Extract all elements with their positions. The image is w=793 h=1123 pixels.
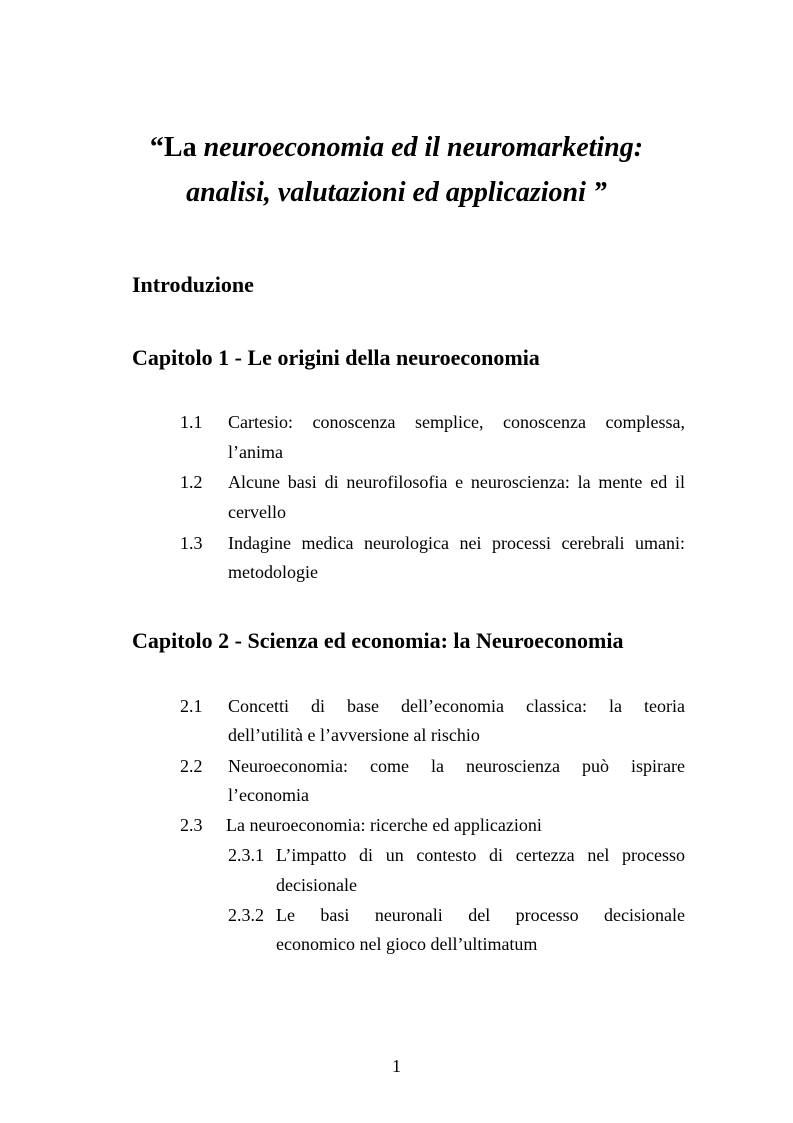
section-number: 2.2	[180, 756, 203, 776]
section-title-line: Alcune basi di neurofilosofia e neuroscienza: la mente ed il	[228, 472, 685, 492]
section-number: 1.1	[180, 412, 203, 432]
title-lead: “La	[149, 132, 197, 163]
subsection-title-line: economico nel gioco dell’ultimatum	[276, 934, 538, 954]
section-title-line: l’economia	[228, 785, 309, 805]
section-title-line: cervello	[228, 502, 286, 522]
section-title-line: La neuroeconomia: ricerche ed applicazioni	[226, 815, 542, 835]
title-line-1-rest: neuroeconomia ed il neuromarketing:	[196, 132, 644, 163]
subsection-title-line: L’impatto di un contesto di certezza nel processo	[276, 845, 685, 865]
section-title-line: dell’utilità e l’avversione al rischio	[228, 725, 480, 745]
subsection-title-line: Le basi neuronali del processo decisionale	[276, 905, 685, 925]
section-number: 1.2	[180, 472, 203, 492]
section-number: 1.3	[180, 533, 203, 553]
section-number: 2.3	[180, 815, 203, 835]
title-line-1	[0, 131, 793, 165]
introduction-heading: Introduzione	[132, 272, 254, 297]
section-title-line: Indagine medica neurologica nei processi cerebrali umani:	[228, 533, 685, 553]
chapter-1-heading: Capitolo 1 - Le origini della neuroeconomia	[132, 345, 540, 370]
section-title-line: Concetti di base dell’economia classica: la teoria	[228, 696, 685, 716]
section-title-line: Neuroeconomia: come la neuroscienza può ispirare	[228, 756, 685, 776]
section-number: 2.1	[180, 696, 203, 716]
subsection-title-line: decisionale	[276, 875, 357, 895]
subsection-number: 2.3.1	[228, 845, 264, 865]
title-line-2	[0, 176, 793, 210]
section-title-line: Cartesio: conoscenza semplice, conoscenza complessa,	[228, 412, 685, 432]
subsection-number: 2.3.2	[228, 905, 264, 925]
section-title-line: metodologie	[228, 562, 318, 582]
page-number: 1	[392, 1056, 401, 1076]
section-title-line: l’anima	[228, 442, 283, 462]
chapter-2-heading: Capitolo 2 - Scienza ed economia: la Neuroeconomia	[132, 628, 624, 653]
title-line-2-text: analisi, valutazioni ed applicazioni ”	[186, 177, 607, 208]
